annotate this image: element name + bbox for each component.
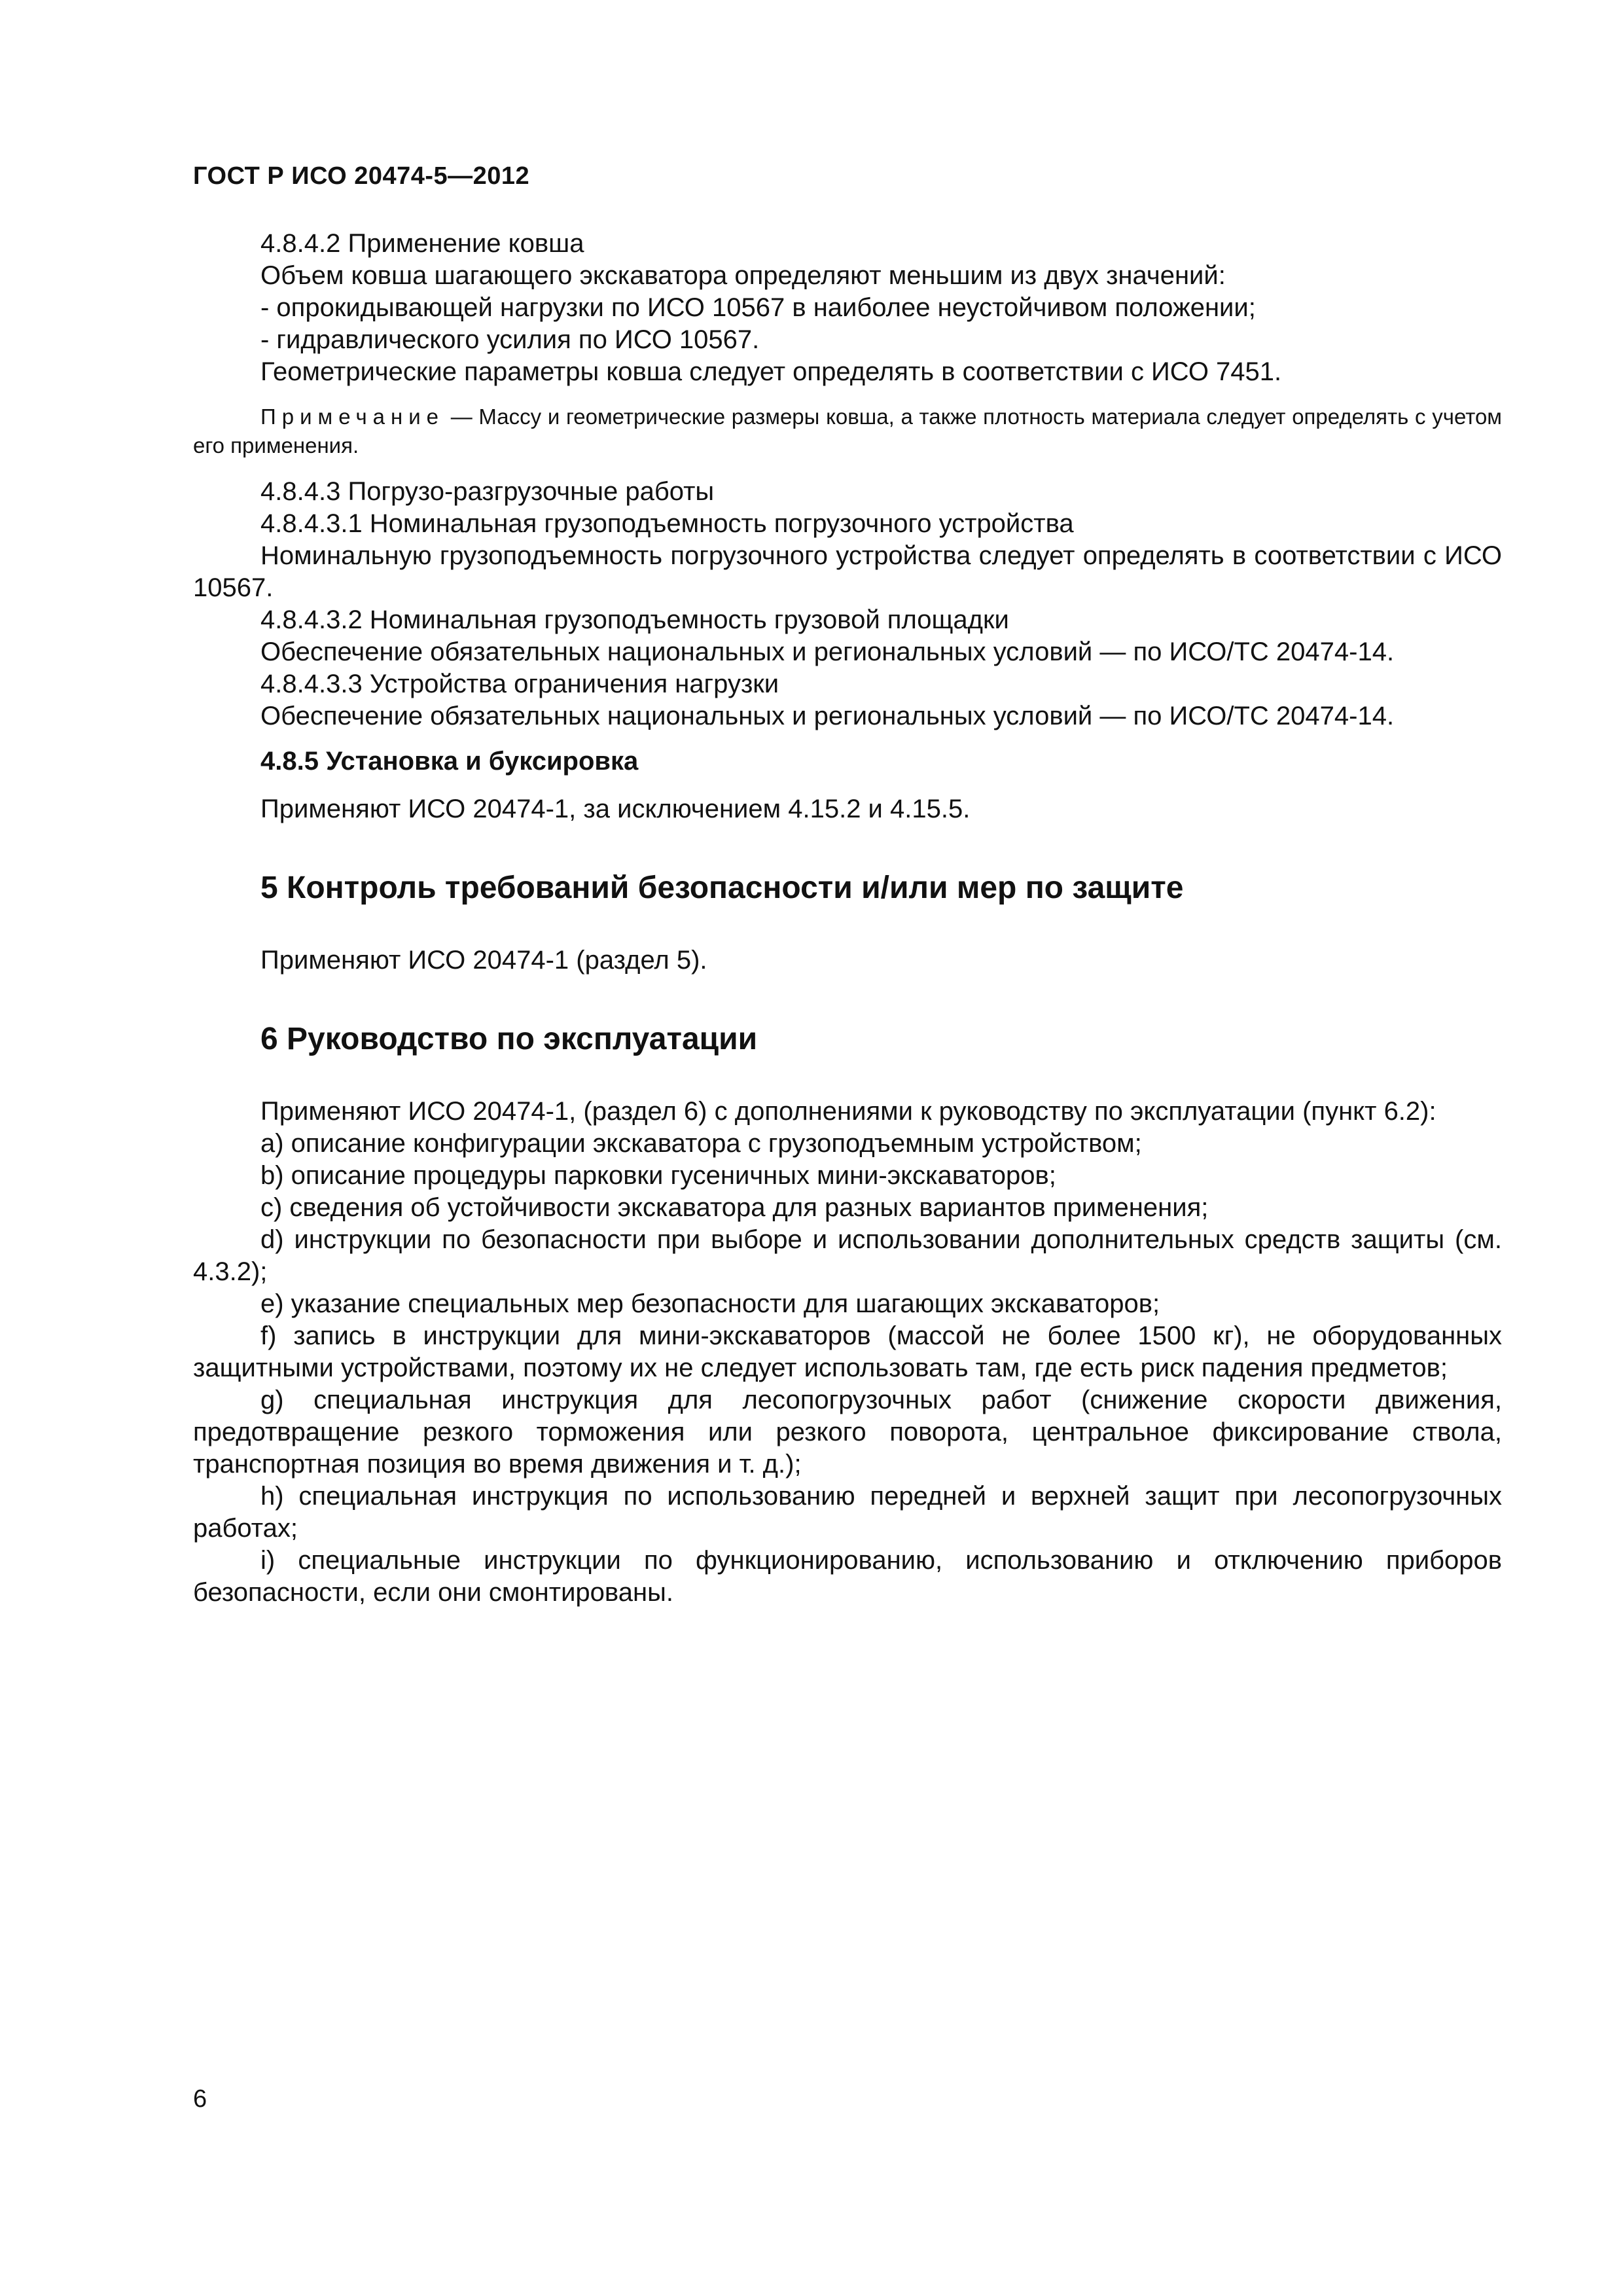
list-item: a) описание конфигурации экскаватора с грузоподъемным устройством; bbox=[260, 1129, 1142, 1158]
section-6-heading: 6 Руководство по эксплуатации bbox=[260, 1022, 758, 1056]
clause-text: Применяют ИСО 20474-1, за исключением 4.15.2 и 4.15.5. bbox=[260, 795, 971, 823]
document-body bbox=[193, 228, 1502, 1609]
note-label: Примечание bbox=[260, 404, 445, 429]
section-5-heading: 5 Контроль требований безопасности и/или мер по защите bbox=[260, 870, 1184, 905]
clause-text: - гидравлического усилия по ИСО 10567. bbox=[260, 325, 760, 354]
page-number: 6 bbox=[193, 2085, 207, 2113]
list-item: b) описание процедуры парковки гусеничных мини-экскаваторов; bbox=[260, 1161, 1056, 1190]
note bbox=[193, 403, 1502, 460]
list-item: c) сведения об устойчивости экскаватора для разных вариантов применения; bbox=[260, 1193, 1209, 1222]
note-text: — Массу и геометрические размеры ковша, а также плотность материала следует определять с учетом его применения. bbox=[193, 404, 1502, 457]
list-item: g) специальная инструкция для лесопогрузочных работ (снижение скорости движения, предотвращение резкого торможения или резкого поворота, центральное фиксирование ствола, транспортная позиция во время движения и т. д.); bbox=[193, 1386, 1502, 1479]
section-6-intro: Применяют ИСО 20474-1, (раздел 6) с дополнениями к руководству по эксплуатации (пункт 6.2): bbox=[260, 1097, 1436, 1126]
clause-4-8-4-3-1-title: 4.8.4.3.1 Номинальная грузоподъемность погрузочного устройства bbox=[260, 509, 1074, 538]
list-item: i) специальные инструкции по функционированию, использованию и отключению приборов безопасности, если они смонтированы. bbox=[193, 1546, 1502, 1607]
list-item: e) указание специальных мер безопасности для шагающих экскаваторов; bbox=[260, 1289, 1160, 1318]
clause-text: - опрокидывающей нагрузки по ИСО 10567 в наиболее неустойчивом положении; bbox=[260, 293, 1256, 322]
clause-text: Объем ковша шагающего экскаватора определяют меньшим из двух значений: bbox=[260, 261, 1226, 290]
clause-4-8-4-3-3-title: 4.8.4.3.3 Устройства ограничения нагрузки bbox=[260, 670, 779, 698]
list-item: f) запись в инструкции для мини-экскаваторов (массой не более 1500 кг), не оборудованных защитными устройствами, поэтому их не следует использовать там, где есть риск падения предметов; bbox=[193, 1321, 1502, 1382]
clause-4-8-4-3-title: 4.8.4.3 Погрузо-разгрузочные работы bbox=[260, 477, 715, 506]
list-item: d) инструкции по безопасности при выборе и использовании дополнительных средств защиты (см. 4.3.2); bbox=[193, 1225, 1502, 1286]
clause-4-8-4-3-2-title: 4.8.4.3.2 Номинальная грузоподъемность грузовой площадки bbox=[260, 605, 1009, 634]
section-5-text: Применяют ИСО 20474-1 (раздел 5). bbox=[260, 946, 707, 975]
clause-text: Номинальную грузоподъемность погрузочного устройства следует определять в соответствии с ИСО 10567. bbox=[193, 541, 1502, 602]
clause-4-8-5-title: 4.8.5 Установка и буксировка bbox=[260, 747, 639, 776]
clause-text: Обеспечение обязательных национальных и региональных условий — по ИСО/ТС 20474-14. bbox=[260, 702, 1395, 730]
clause-4-8-4-2-title: 4.8.4.2 Применение ковша bbox=[260, 229, 584, 258]
list-item: h) специальная инструкция по использованию передней и верхней защит при лесопогрузочных работах; bbox=[193, 1482, 1502, 1543]
document-code-header: ГОСТ Р ИСО 20474-5—2012 bbox=[193, 162, 530, 190]
clause-text: Геометрические параметры ковша следует определять в соответствии с ИСО 7451. bbox=[260, 357, 1282, 386]
clause-text: Обеспечение обязательных национальных и региональных условий — по ИСО/ТС 20474-14. bbox=[260, 637, 1395, 666]
